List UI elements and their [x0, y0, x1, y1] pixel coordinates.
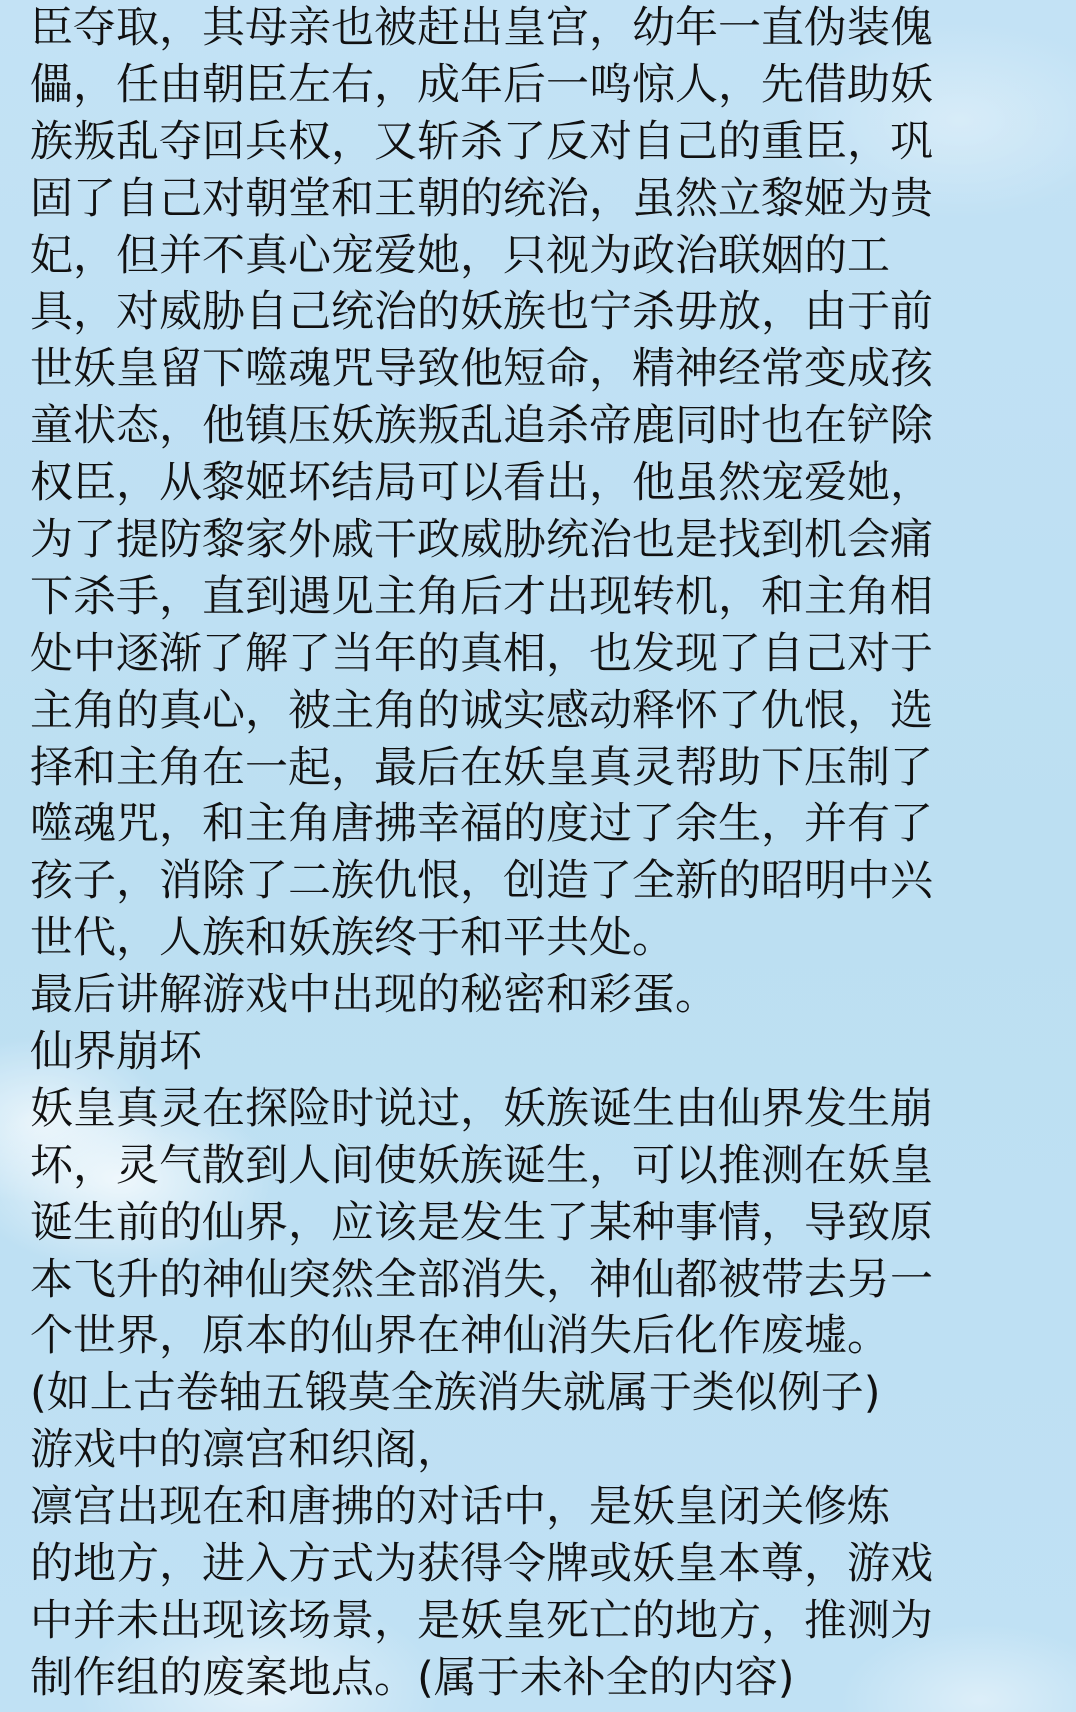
text-line: 最后讲解游戏中出现的秘密和彩蛋。: [30, 970, 718, 1021]
text-line: 下杀手，直到遇见主角后才出现转机，和主角相: [30, 571, 933, 622]
text-line: 世妖皇留下噬魂咒导致他短命，精神经常变成孩: [30, 344, 933, 395]
text-line: 儡，任由朝臣左右，成年后一鸣惊人，先借助妖: [30, 59, 933, 110]
article-text: [30, 0, 1050, 1707]
text-line: 孩子，消除了二族仇恨，创造了全新的昭明中兴: [30, 856, 933, 907]
text-line: 本飞升的神仙突然全部消失，神仙都被带去另一: [30, 1254, 933, 1305]
text-line: 具，对威胁自己统治的妖族也宁杀毋放，由于前: [30, 287, 933, 338]
text-line: 中并未出现该场景，是妖皇死亡的地方，推测为: [30, 1595, 933, 1646]
text-line: 臣夺取，其母亲也被赶出皇宫，幼年一直伪装傀: [30, 3, 933, 53]
text-line: 坏，灵气散到人间使妖族诞生，可以推测在妖皇: [30, 1140, 933, 1191]
text-line: (如上古卷轴五锻莫全族消失就属于类似例子): [30, 1368, 881, 1419]
text-line: 个世界，原本的仙界在神仙消失后化作废墟。: [30, 1311, 890, 1362]
text-line: 固了自己对朝堂和王朝的统治，虽然立黎姬为贵: [30, 173, 933, 224]
text-line: 择和主角在一起，最后在妖皇真灵帮助下压制了: [30, 742, 933, 793]
text-line: 制作组的废案地点。(属于未补全的内容): [30, 1652, 795, 1703]
text-line: 世代，人族和妖族终于和平共处。: [30, 913, 675, 964]
text-line: 权臣，从黎姬坏结局可以看出，他虽然宠爱她，: [30, 458, 933, 509]
section-heading: 仙界崩坏: [30, 1027, 202, 1078]
text-line: 的地方，进入方式为获得令牌或妖皇本尊，游戏: [30, 1539, 933, 1590]
section-heading: 游戏中的凛宫和织阁，: [30, 1425, 460, 1476]
text-line: 凛宫出现在和唐拂的对话中，是妖皇闭关修炼: [30, 1482, 890, 1533]
text-line: 族叛乱夺回兵权，又斩杀了反对自己的重臣，巩: [30, 116, 933, 167]
text-line: 妃，但并不真心宠爱她，只视为政治联姻的工: [30, 230, 890, 281]
text-line: 童状态，他镇压妖族叛乱追杀帝鹿同时也在铲除: [30, 401, 933, 452]
text-line: 噬魂咒，和主角唐拂幸福的度过了余生，并有了: [30, 799, 933, 850]
text-line: 处中逐渐了解了当年的真相，也发现了自己对于: [30, 628, 933, 679]
text-line: 主角的真心，被主角的诚实感动释怀了仇恨，选: [30, 685, 933, 736]
text-line: 为了提防黎家外戚干政威胁统治也是找到机会痛: [30, 515, 933, 566]
text-line: 诞生前的仙界，应该是发生了某种事情，导致原: [30, 1197, 933, 1248]
text-line: 妖皇真灵在探险时说过，妖族诞生由仙界发生崩: [30, 1083, 933, 1134]
